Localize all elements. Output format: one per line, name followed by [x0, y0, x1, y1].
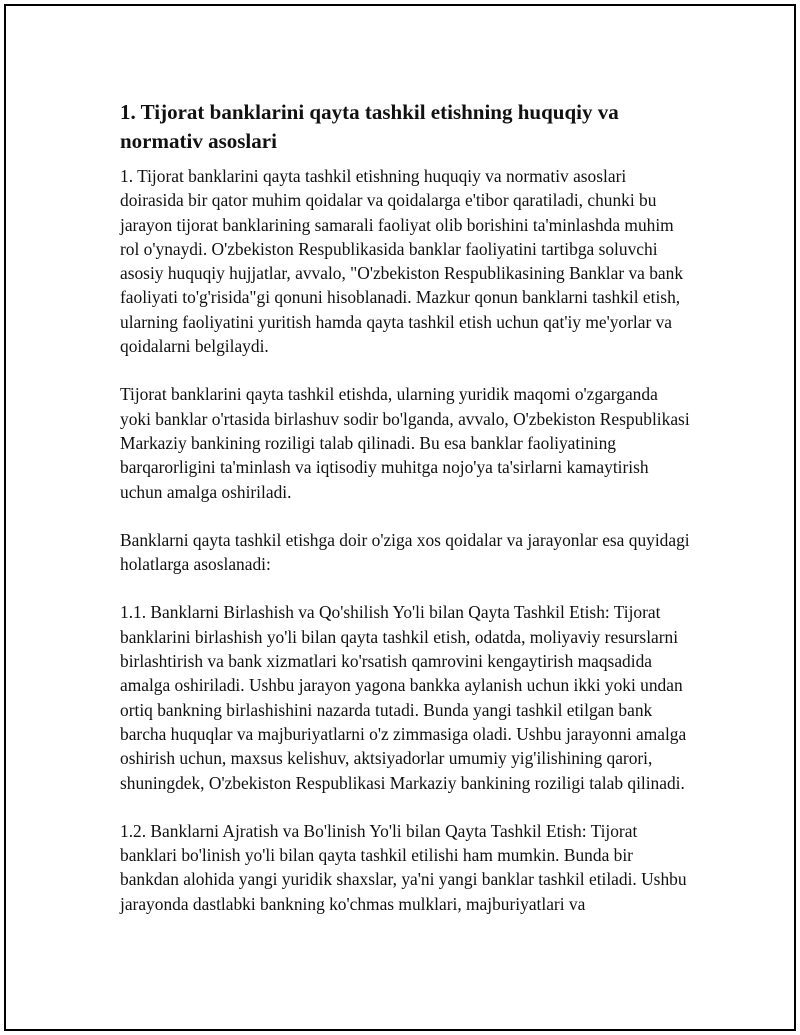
- paragraph-division-section: 1.2. Banklarni Ajratish va Bo'linish Yo'li bilan Qayta Tashkil Etish: Tijorat banklari bo'linish yo'li bilan qayta tashkil etilishi ham mumkin. Bunda bir bankdan alohida yangi yuridik shaxslar, ya'ni yangi banklar tashkil etiladi. Ushbu jarayonda dastlabki bankning ko'chmas mulklari, majburiyatlari va: [120, 820, 687, 914]
- document-page: [4, 4, 796, 1031]
- paragraph-merger-section: 1.1. Banklarni Birlashish va Qo'shilish Yo'li bilan Qayta Tashkil Etish: Tijorat banklarini birlashish yo'li bilan qayta tashkil etish, odatda, moliyaviy resurslarni birlashtirish va bank xizmatlari ko'rsatish qamrovini kengaytirish maqsadida amalga oshiriladi. Ushbu jarayon yagona bankka aylanish uchun ikki yoki undan ortiq bankning birlashishini nazarda tutadi. Bunda yangi tashkil etilgan bank barcha huquqlar va majburiyatlarni o'z zimmasiga oladi. Ushbu jarayonni amalga oshirish uchun, maxsus kelishuv, aktsiyadorlar umumiy yig'ilishining qarori, shuningdek, O'zbekiston Respublikasi Markaziy bankining roziligi talab qilinadi.: [120, 602, 687, 793]
- document-content: [120, 98, 692, 940]
- paragraph-rules-lead-in: Banklarni qayta tashkil etishga doir o'ziga xos qoidalar va jarayonlar esa quyidagi holatlarga asoslanadi:: [120, 529, 690, 575]
- document-title: 1. Tijorat banklarini qayta tashkil etishning huquqiy va normativ asoslari: [120, 100, 619, 153]
- paragraph-intro: 1. Tijorat banklarini qayta tashkil etishning huquqiy va normativ asoslari doirasida bir qator muhim qoidalar va qoidalarga e'tibor qaratiladi, chunki bu jarayon tijorat banklarining samarali faoliyat olib borishini ta'minlashda muhim rol o'ynaydi. O'zbekiston Respublikasida banklar faoliyatini tartibga soluvchi asosiy huquqiy hujjatlar, avvalo, "O'zbekiston Respublikasining Banklar va bank faoliyati to'g'risida"gi qonuni hisoblanadi. Mazkur qonun banklarni tashkil etish, ularning faoliyatini yuritish hamda qayta tashkil etish uchun qat'iy me'yorlar va qoidalarni belgilaydi.: [120, 166, 684, 357]
- paragraph-central-bank-consent: Tijorat banklarini qayta tashkil etishda, ularning yuridik maqomi o'zgarganda yoki banklar o'rtasida birlashuv sodir bo'lganda, avvalo, O'zbekiston Respublikasi Markaziy bankining roziligi talab qilinadi. Bu esa banklar faoliyatining barqarorligini ta'minlash va iqtisodiy muhitga nojo'ya ta'sirlarni kamaytirish uchun amalga oshiriladi.: [120, 384, 690, 502]
